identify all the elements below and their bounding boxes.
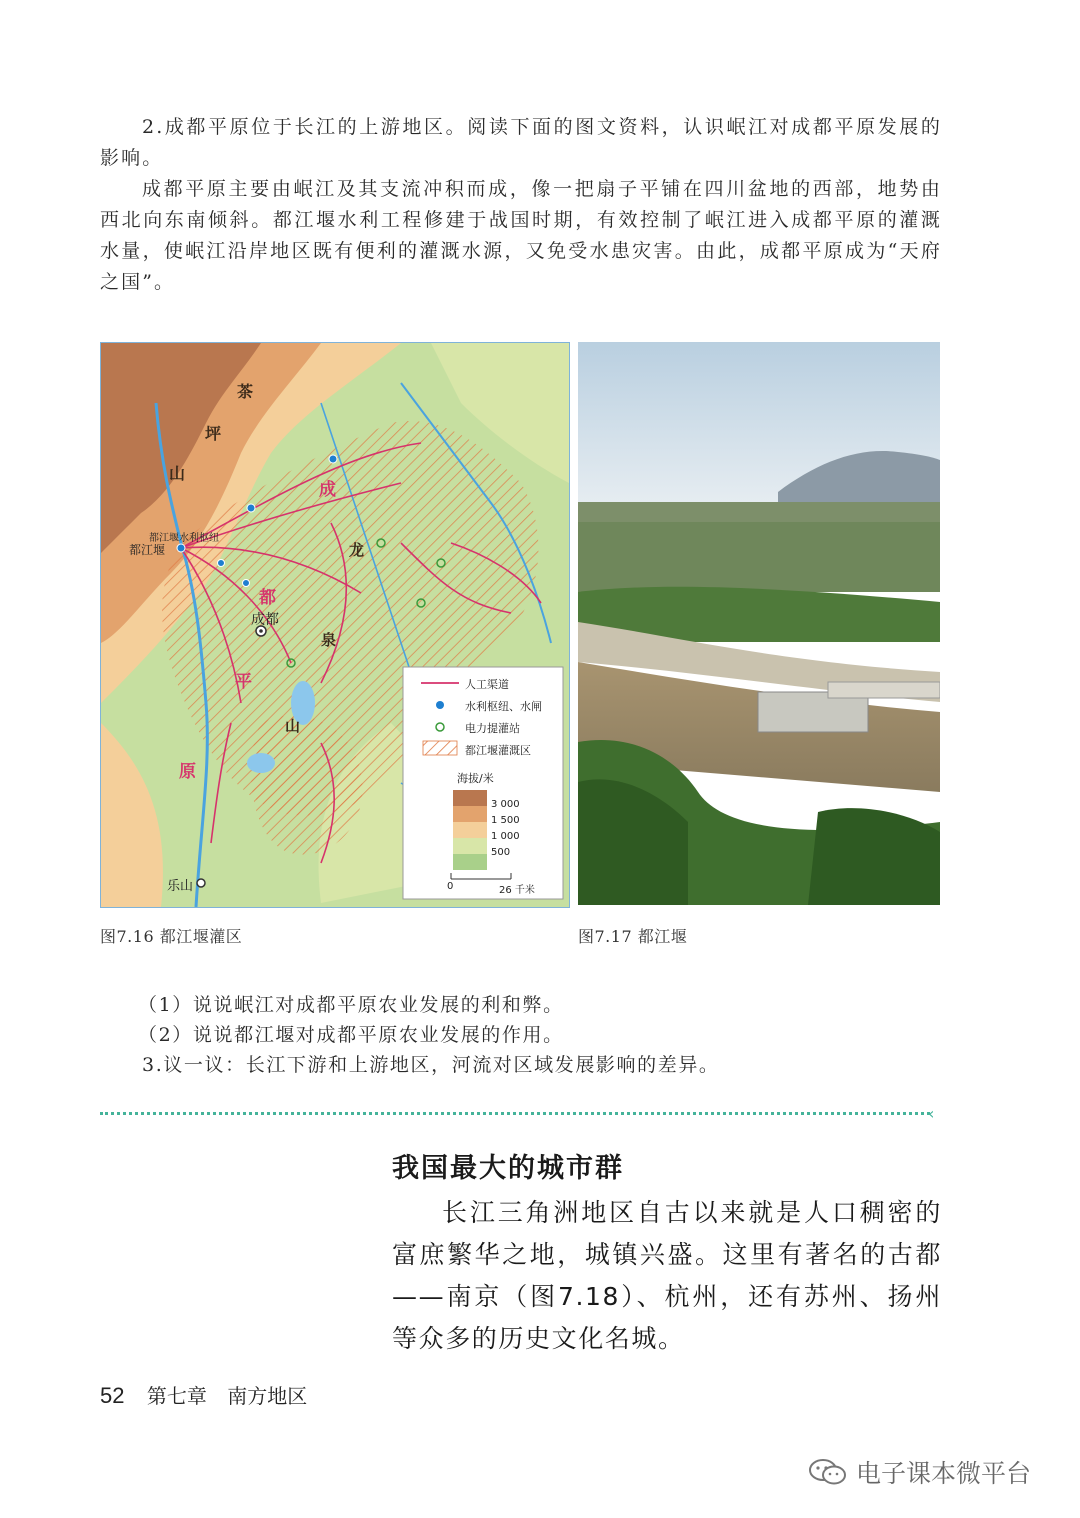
watermark bbox=[808, 1454, 1031, 1490]
legend-level-1000: 1 000 bbox=[491, 831, 520, 842]
map-label-du: 都 bbox=[259, 588, 276, 608]
scale-zero: 0 bbox=[447, 881, 454, 892]
map-label-leshan: 乐山 bbox=[167, 879, 194, 894]
wechat-icon bbox=[808, 1457, 848, 1487]
page-number: 52 bbox=[100, 1383, 125, 1408]
dujiangyan-photo bbox=[578, 342, 940, 905]
task-instruction: 2.成都平原位于长江的上游地区。阅读下面的图文资料，认识岷江对成都平原发展的影响。 bbox=[100, 116, 942, 169]
legend-pump: 电力提灌站 bbox=[465, 722, 520, 735]
passage-text: 成都平原主要由岷江及其支流冲积而成，像一把扇子平铺在四川盆地的西部，地势由西北向东南倾斜。都江堰水利工程修建于战国时期，有效控制了岷江进入成都平原的灌溉水量，使岷江沿岸地区既有便利的灌溉水源，又免受水患灾害。由此，成都平原成为“天府之国”。 bbox=[100, 178, 942, 293]
map-label-ping2: 平 bbox=[235, 672, 252, 692]
dujiangyan-irrigation-map bbox=[100, 342, 570, 908]
legend-canal: 人工渠道 bbox=[465, 678, 509, 691]
section-body: 长江三角洲地区自古以来就是人口稠密的富庶繁华之地，城镇兴盛。这里有著名的古都——南京（图7.18）、杭州，还有苏州、扬州等众多的历史文化名城。 bbox=[392, 1198, 942, 1353]
map-label-shan2: 山 bbox=[285, 717, 301, 735]
legend-level-3000: 3 000 bbox=[491, 799, 520, 810]
map-label-cheng: 成 bbox=[319, 480, 336, 500]
watermark-text: 电子课本微平台 bbox=[856, 1459, 1032, 1488]
legend-area: 都江堰灌溉区 bbox=[465, 744, 531, 757]
chapter-section: 南方地区 bbox=[227, 1384, 308, 1408]
legend-level-1500: 1 500 bbox=[491, 815, 520, 826]
map-label-long: 龙 bbox=[349, 541, 365, 559]
question-3: 3.议一议：长江下游和上游地区，河流对区域发展影响的差异。 bbox=[142, 1054, 720, 1076]
section-divider bbox=[100, 1112, 930, 1115]
map-label-chengdu: 成都 bbox=[251, 612, 279, 628]
map-label-cha: 茶 bbox=[237, 382, 254, 401]
map-label-shan: 山 bbox=[169, 464, 186, 483]
figure-7-17-caption: 图7.17 都江堰 bbox=[578, 927, 688, 946]
map-label-hub: 都江堰水利枢纽 bbox=[149, 533, 219, 544]
map-label-yuan: 原 bbox=[179, 762, 196, 782]
figure-7-16-caption: 图7.16 都江堰灌区 bbox=[100, 927, 243, 946]
page-footer bbox=[100, 1380, 307, 1409]
scale-end: 26 千米 bbox=[499, 885, 535, 896]
legend-elevation-title: 海拔/米 bbox=[457, 772, 494, 785]
legend-level-500: 500 bbox=[491, 847, 511, 858]
map-label-quan: 泉 bbox=[321, 631, 337, 649]
question-2: （2）说说都江堰对成都平原农业发展的作用。 bbox=[138, 1024, 564, 1046]
section-title: 我国最大的城市群 bbox=[392, 1153, 624, 1184]
divider-arrow-icon: ‹ bbox=[928, 1104, 935, 1123]
map-label-ping: 坪 bbox=[205, 424, 222, 443]
question-1: （1）说说岷江对成都平原农业发展的利和弊。 bbox=[138, 994, 564, 1016]
legend-hub: 水利枢纽、水闸 bbox=[465, 700, 542, 713]
map-label-dujiangyan: 都江堰 bbox=[129, 543, 166, 557]
chapter-label: 第七章 bbox=[146, 1384, 207, 1408]
